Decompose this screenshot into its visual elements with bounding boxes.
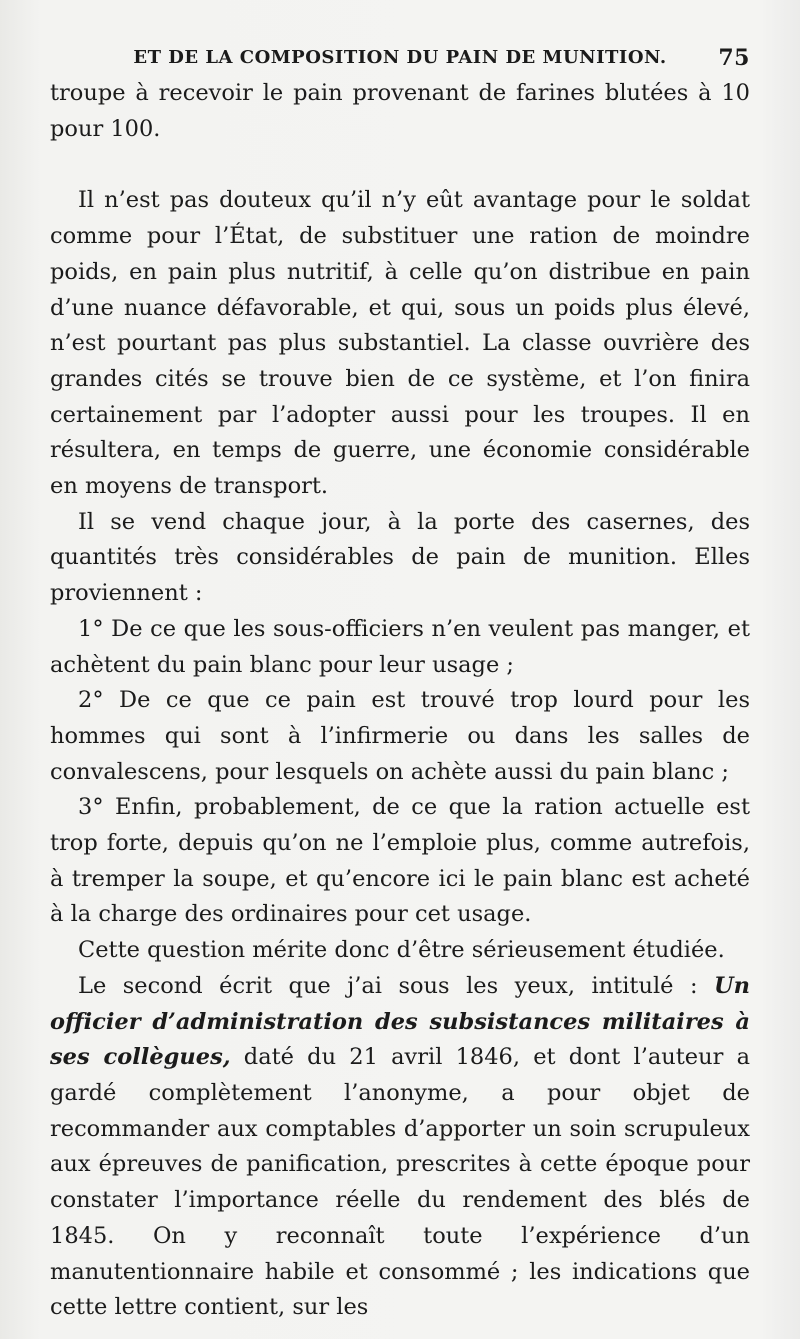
running-title: ET DE LA COMPOSITION DU PAIN DE MUNITION. — [133, 47, 667, 68]
paragraph — [50, 969, 750, 1326]
page-number: 75 — [718, 45, 750, 71]
paragraph: Cette question mérite donc d’être sérieusement étudiée. — [78, 937, 725, 964]
running-header — [50, 40, 750, 76]
list-item: 3° Enfin, probablement, de ce que la ration actuelle est trop forte, depuis qu’on ne l’emploie plus, comme autrefois, à tremper la soupe, et qu’encore ici le pain blanc est acheté à la charge des ordinaires pour cet usage. — [50, 794, 750, 928]
paragraph: troupe à recevoir le pain provenant de farines blutées à 10 pour 100. — [50, 80, 750, 142]
paragraph-text: Le second écrit que j’ai sous les yeux, intitulé : — [78, 972, 715, 999]
paragraph-text: daté du 21 avril 1846, et dont l’auteur a gardé complètement l’anonyme, a pour objet de recommander aux comptables d’apporter un soin scrupuleux aux épreuves de panification, prescrites à cette époque pour constater l’importance réelle du rendement des blés de 1845. On y reconnaît toute l’expérience d’un manutentionnaire habile et consommé ; les indications que cette lettre contient, sur les — [50, 1044, 750, 1321]
cited-title: Un officier d’administration des subsistances militaires à ses collègues, — [50, 972, 750, 1071]
body-text — [50, 76, 750, 1326]
paragraph: Il n’est pas douteux qu’il n’y eût avantage pour le soldat comme pour l’État, de substituer une ration de moindre poids, en pain plus nutritif, à celle qu’on distribue en pain d’une nuance défavorable, et qui, sous un poids plus élevé, n’est pourtant pas plus substantiel. La classe ouvrière des grandes cités se trouve bien de ce système, et l’on finira certainement par l’adopter aussi pour les troupes. Il en résultera, en temps de guerre, une économie considérable en moyens de transport. — [50, 187, 750, 500]
list-item: 2° De ce que ce pain est trouvé trop lourd pour les hommes qui sont à l’infirmerie ou dans les salles de convalescens, pour lesquels on achète aussi du pain blanc ; — [50, 687, 750, 785]
paragraph: Il se vend chaque jour, à la porte des casernes, des quantités très considérables de pain de munition. Elles proviennent : — [50, 508, 750, 607]
paragraph-gap — [50, 147, 750, 183]
list-item: 1° De ce que les sous-officiers n’en veulent pas manger, et achètent du pain blanc pour leur usage ; — [50, 615, 750, 678]
